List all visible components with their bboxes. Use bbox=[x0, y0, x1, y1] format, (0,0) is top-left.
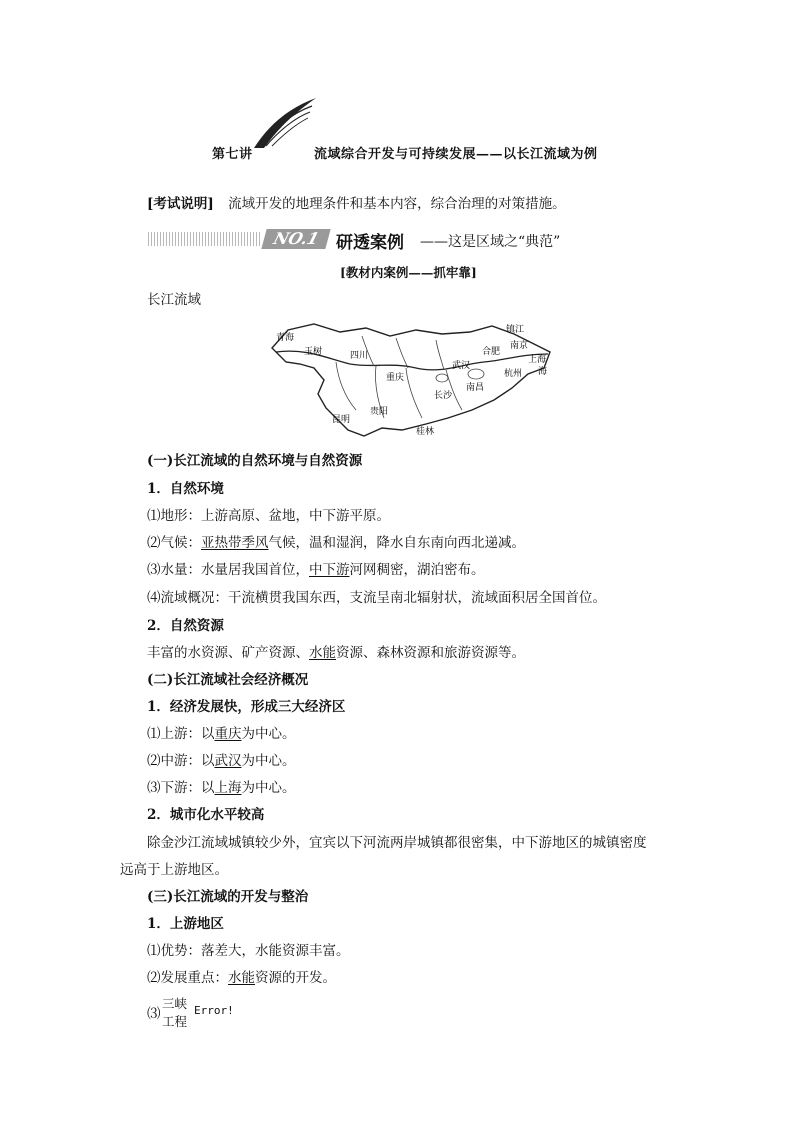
map-label-yushu: 玉树 bbox=[304, 347, 323, 357]
midstream-prefix: ⑵中游：以 bbox=[147, 753, 215, 769]
heading-development: (三)长江流域的开发与整治 bbox=[147, 889, 309, 905]
climate-prefix: ⑵气候： bbox=[147, 535, 201, 551]
subheading-upper-area: 1．上游地区 bbox=[147, 916, 224, 932]
resources-prefix: 丰富的水资源、矿产资源、 bbox=[147, 645, 309, 661]
subheading-resources: 2．自然资源 bbox=[147, 618, 224, 634]
map-label-shanghai: 上海 bbox=[528, 355, 547, 365]
map-label-zhenjiang: 镇江 bbox=[506, 325, 525, 335]
downstream-prefix: ⑶下游：以 bbox=[147, 780, 215, 796]
map-label-chongqing: 重庆 bbox=[386, 373, 405, 383]
subheading-natural: 1．自然环境 bbox=[147, 481, 224, 497]
heading-natural-env: (一)长江流域的自然环境与自然资源 bbox=[147, 453, 363, 469]
focus-underlined: 水能 bbox=[228, 970, 255, 986]
error-text: Error! bbox=[194, 1004, 234, 1017]
map-label-sea: 海 bbox=[538, 367, 548, 377]
line-basin: ⑷流域概况：干流横贯我国东西，支流呈南北辐射状，流域面积居全国首位。 bbox=[147, 590, 606, 606]
map-label-guiyang: 贵阳 bbox=[370, 407, 389, 417]
chapter-swoosh-logo bbox=[250, 96, 320, 152]
lecture-number: 第七讲 bbox=[212, 147, 253, 162]
map-label-sichuan: 四川 bbox=[350, 351, 369, 361]
water-underlined: 中下游 bbox=[309, 562, 350, 578]
map-label-guilin: 桂林 bbox=[416, 427, 435, 437]
line-urbanization-1: 除金沙江流域城镇较少外，宜宾以下河流两岸城镇都很密集，中下游地区的城镇密度 bbox=[147, 835, 647, 851]
resources-underlined: 水能 bbox=[309, 645, 336, 661]
map-caption: 长江流域 bbox=[147, 292, 201, 308]
map-label-kunming: 昆明 bbox=[332, 415, 351, 425]
map-label-wuhan: 武汉 bbox=[452, 361, 471, 371]
banner-subtitle: ——这是区域之“典范” bbox=[420, 234, 561, 250]
upstream-suffix: 为中心。 bbox=[241, 726, 296, 742]
three-gorges-bottom: 工程 bbox=[162, 1014, 188, 1029]
line-climate bbox=[147, 533, 525, 553]
line-resources bbox=[147, 643, 525, 663]
line-midstream bbox=[147, 751, 296, 771]
line-water bbox=[147, 560, 485, 580]
water-prefix: ⑶水量：水量居我国首位， bbox=[147, 562, 309, 578]
map-label-hefei: 合肥 bbox=[482, 347, 501, 357]
subheading-urbanization: 2．城市化水平较高 bbox=[147, 807, 265, 823]
focus-prefix: ⑵发展重点： bbox=[147, 970, 228, 986]
heading-economy: (二)长江流域社会经济概况 bbox=[147, 672, 309, 688]
subheading-economy: 1．经济发展快，形成三大经济区 bbox=[147, 699, 346, 715]
resources-suffix: 资源、森林资源和旅游资源等。 bbox=[336, 645, 525, 661]
climate-underlined: 亚热带季风 bbox=[201, 535, 269, 551]
upstream-prefix: ⑴上游：以 bbox=[147, 726, 215, 742]
line-terrain: ⑴地形：上游高原、盆地，中下游平原。 bbox=[147, 508, 390, 524]
line-upstream bbox=[147, 724, 296, 744]
map-label-qinghai: 青海 bbox=[276, 333, 295, 343]
banner-tag: NO.1 bbox=[261, 229, 331, 249]
line-advantage: ⑴优势：落差大，水能资源丰富。 bbox=[147, 943, 350, 959]
upstream-city: 重庆 bbox=[214, 726, 242, 742]
exam-note-text: 流域开发的地理条件和基本内容，综合治理的对策措施。 bbox=[228, 196, 566, 212]
yangtze-basin-map bbox=[266, 318, 556, 442]
focus-suffix: 资源的开发。 bbox=[255, 970, 336, 986]
midstream-city: 武汉 bbox=[214, 753, 242, 769]
map-label-nanjing: 南京 bbox=[510, 341, 529, 351]
downstream-suffix: 为中心。 bbox=[241, 780, 296, 796]
map-label-nanchang: 南昌 bbox=[466, 383, 485, 393]
downstream-city: 上海 bbox=[214, 780, 242, 796]
line-urbanization-2: 远高于上游地区。 bbox=[120, 862, 228, 878]
map-label-hangzhou: 杭州 bbox=[504, 369, 523, 379]
line-focus bbox=[147, 968, 336, 988]
exam-note bbox=[147, 194, 566, 214]
climate-suffix: 气候，温和湿润，降水自东南向西北递减。 bbox=[268, 535, 525, 551]
midstream-suffix: 为中心。 bbox=[241, 753, 296, 769]
line-downstream bbox=[147, 778, 296, 798]
exam-note-label: [考试说明] bbox=[147, 196, 214, 212]
section-label: [教材内案例——抓牢靠] bbox=[340, 265, 477, 280]
banner-title: 研透案例 bbox=[336, 233, 404, 253]
lecture-title: 流域综合开发与可持续发展——以长江流域为例 bbox=[314, 147, 598, 162]
water-suffix: 河网稠密，湖泊密布。 bbox=[349, 562, 485, 578]
three-gorges-top: 三峡 bbox=[162, 996, 188, 1011]
line-three-gorges-num: ⑶ bbox=[147, 1006, 161, 1022]
map-label-changsha: 长沙 bbox=[434, 391, 453, 401]
banner-strip bbox=[148, 232, 260, 246]
